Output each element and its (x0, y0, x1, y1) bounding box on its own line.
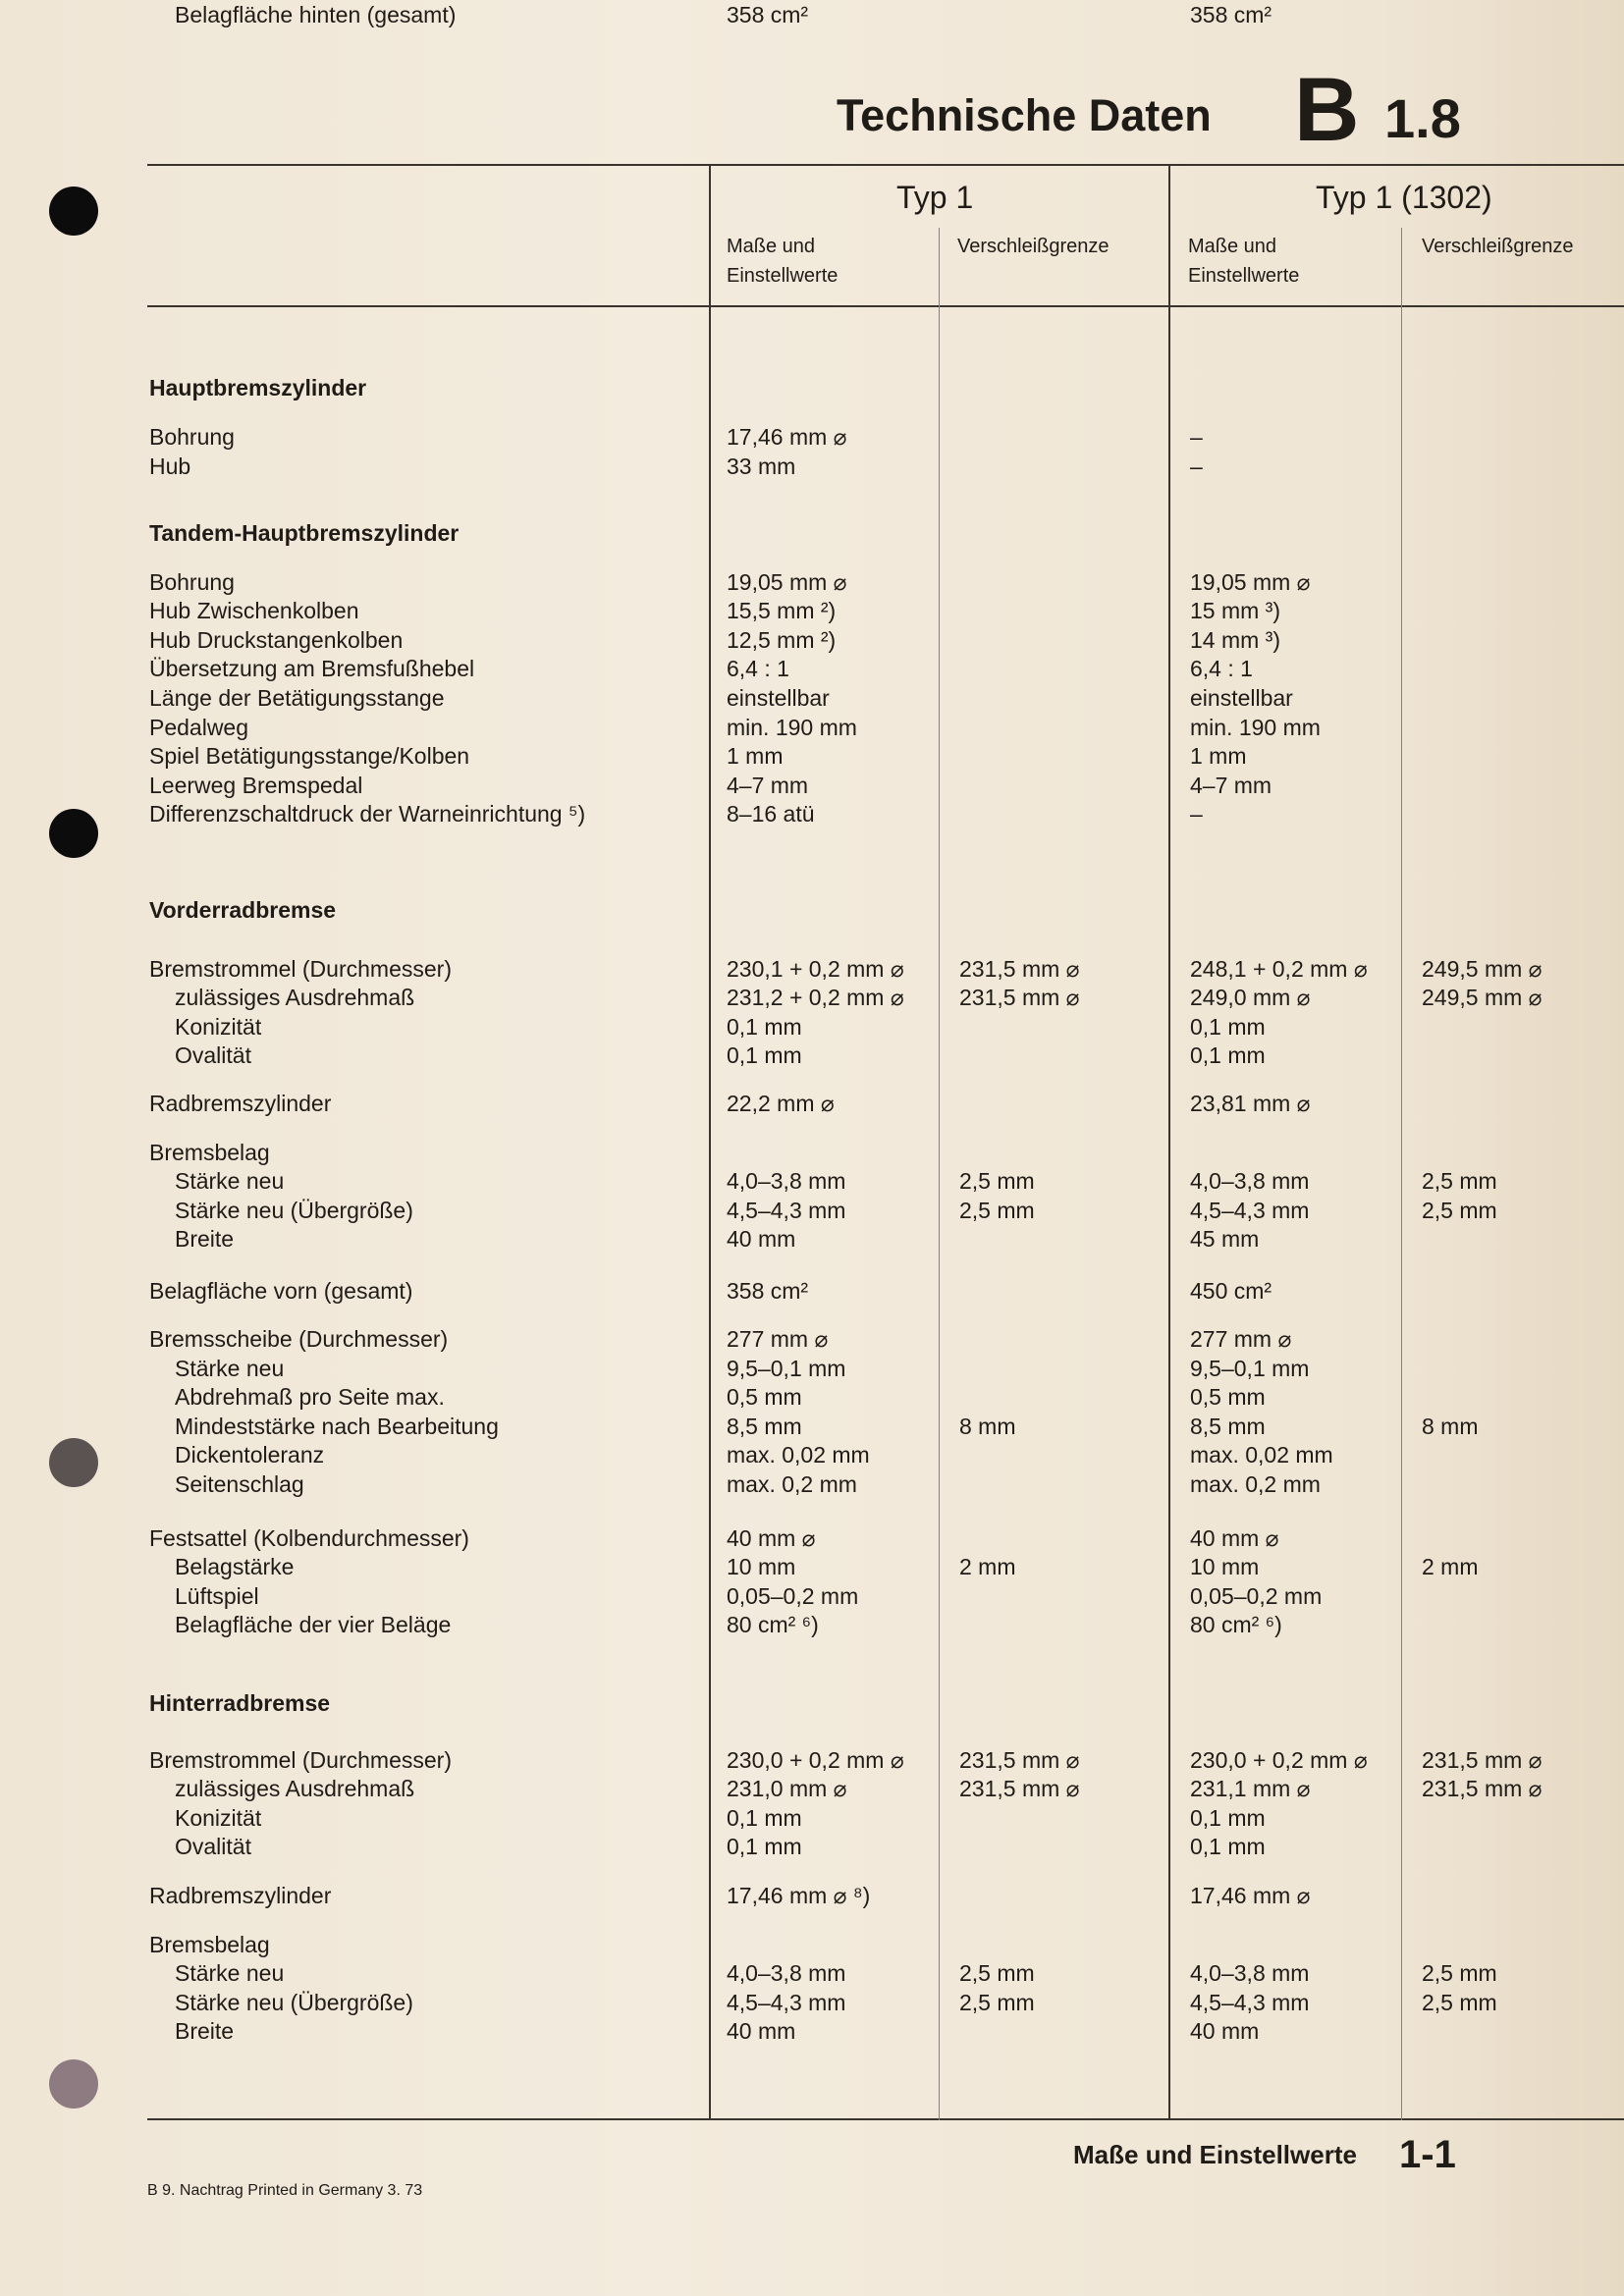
typ1302-masse-value: 1 mm (1190, 743, 1247, 769)
typ1-masse-value: 231,2 + 0,2 mm ⌀ (727, 985, 904, 1010)
page-number: 1-1 (1399, 2133, 1456, 2176)
table-row (0, 1958, 1624, 1988)
row-label: Konizität (175, 1805, 262, 1831)
typ1-masse-value: 230,0 + 0,2 mm ⌀ (727, 1747, 904, 1773)
typ1302-masse-value: 80 cm² ⁶) (1190, 1612, 1282, 1637)
row-label: Pedalweg (149, 715, 249, 740)
row-label: Lüftspiel (175, 1583, 259, 1609)
table-row (0, 954, 1624, 984)
typ1302-masse-value: 249,0 mm ⌀ (1190, 985, 1311, 1010)
table-row (0, 1276, 1624, 1306)
typ1-masse-value: 10 mm (727, 1554, 796, 1579)
typ1-verschleiss-value: 2,5 mm (959, 1198, 1035, 1223)
typ1302-masse-value: 0,1 mm (1190, 1834, 1266, 1859)
row-label: Spiel Betätigungsstange/Kolben (149, 743, 470, 769)
typ1-masse-value: max. 0,02 mm (727, 1442, 870, 1468)
section-hauptbremszylinder: Hauptbremszylinder (149, 375, 367, 400)
typ1-masse-value: 4,5–4,3 mm (727, 1990, 846, 2015)
typ1302-masse-value: 4,0–3,8 mm (1190, 1168, 1310, 1194)
row-label: Bremsbelag (149, 1140, 270, 1165)
typ1302-verschleiss-value: 2,5 mm (1422, 1198, 1497, 1223)
typ1-verschleiss-value: 231,5 mm ⌀ (959, 1747, 1080, 1773)
table-row (0, 0, 1624, 29)
table-row (0, 596, 1624, 625)
header-verschleiss-typ1302: Verschleißgrenze (1422, 236, 1574, 257)
row-label: Bremstrommel (Durchmesser) (149, 956, 452, 982)
typ1302-masse-value: 4–7 mm (1190, 773, 1272, 798)
typ1302-masse-value: 0,5 mm (1190, 1384, 1266, 1410)
row-label: Stärke neu (Übergröße) (175, 1198, 413, 1223)
typ1302-verschleiss-value: 2 mm (1422, 1554, 1479, 1579)
typ1-masse-value: 40 mm (727, 1226, 796, 1252)
typ1302-masse-value: einstellbar (1190, 685, 1293, 711)
typ1302-masse-value: 40 mm ⌀ (1190, 1525, 1279, 1551)
typ1-verschleiss-value: 2,5 mm (959, 1990, 1035, 2015)
row-label: zulässiges Ausdrehmaß (175, 1776, 415, 1801)
typ1-masse-value: 17,46 mm ⌀ (727, 424, 847, 450)
table-row (0, 1988, 1624, 2017)
table-row (0, 452, 1624, 481)
typ1302-verschleiss-value: 2,5 mm (1422, 1990, 1497, 2015)
section-number: 1.8 (1384, 87, 1461, 149)
row-label: Hub Zwischenkolben (149, 598, 359, 623)
typ1302-masse-value: – (1190, 454, 1203, 479)
typ1-masse-value: 0,5 mm (727, 1384, 802, 1410)
typ1302-masse-value: – (1190, 424, 1203, 450)
typ1-masse-value: 4,0–3,8 mm (727, 1960, 846, 1986)
table-row (0, 1354, 1624, 1383)
row-label: Belagfläche hinten (gesamt) (175, 2, 457, 27)
typ1-masse-value: 0,1 mm (727, 1834, 802, 1859)
header-masse-typ1302: Maße und Einstellwerte (1188, 236, 1300, 287)
header-typ1: Typ 1 (896, 180, 974, 215)
typ1-masse-value: 8–16 atü (727, 801, 815, 827)
binder-hole (49, 187, 98, 236)
table-row (0, 1803, 1624, 1833)
typ1-masse-value: 0,1 mm (727, 1805, 802, 1831)
row-label: Leerweg Bremspedal (149, 773, 363, 798)
row-label: Hub (149, 454, 191, 479)
typ1-masse-value: einstellbar (727, 685, 830, 711)
typ1-masse-value: 4,5–4,3 mm (727, 1198, 846, 1223)
header-rule (147, 305, 1624, 307)
typ1302-masse-value: 19,05 mm ⌀ (1190, 569, 1311, 595)
row-label: Breite (175, 1226, 235, 1252)
table-row (0, 1382, 1624, 1412)
row-label: Bohrung (149, 424, 235, 450)
typ1-masse-value: 6,4 : 1 (727, 656, 789, 681)
table-row (0, 654, 1624, 683)
typ1-masse-value: min. 190 mm (727, 715, 857, 740)
table-row (0, 799, 1624, 828)
table-row (0, 1224, 1624, 1254)
row-label: Ovalität (175, 1042, 251, 1068)
typ1302-masse-value: 0,1 mm (1190, 1805, 1266, 1831)
table-row (0, 983, 1624, 1012)
typ1302-masse-value: min. 190 mm (1190, 715, 1321, 740)
section-tandem-hauptbremszylinder: Tandem-Hauptbremszylinder (149, 520, 460, 546)
typ1-masse-value: 0,1 mm (727, 1014, 802, 1040)
typ1302-masse-value: max. 0,2 mm (1190, 1471, 1321, 1497)
table-row (0, 1440, 1624, 1469)
typ1302-masse-value: 231,1 mm ⌀ (1190, 1776, 1311, 1801)
typ1-masse-value: 8,5 mm (727, 1414, 802, 1439)
typ1-masse-value: 40 mm (727, 2018, 796, 2044)
row-label: Belagfläche der vier Beläge (175, 1612, 452, 1637)
typ1-verschleiss-value: 8 mm (959, 1414, 1016, 1439)
typ1-verschleiss-value: 2,5 mm (959, 1960, 1035, 1986)
typ1-verschleiss-value: 2,5 mm (959, 1168, 1035, 1194)
typ1302-masse-value: 358 cm² (1190, 2, 1272, 27)
typ1-masse-value: 231,0 mm ⌀ (727, 1776, 847, 1801)
typ1302-masse-value: 248,1 + 0,2 mm ⌀ (1190, 956, 1368, 982)
row-label: Festsattel (Kolbendurchmesser) (149, 1525, 469, 1551)
typ1302-masse-value: – (1190, 801, 1203, 827)
section-letter: B (1294, 60, 1360, 160)
table-row (0, 741, 1624, 771)
typ1302-verschleiss-value: 249,5 mm ⌀ (1422, 985, 1543, 1010)
row-label: Übersetzung am Bremsfußhebel (149, 656, 475, 681)
table-row (0, 567, 1624, 597)
table-row (0, 1881, 1624, 1910)
typ1302-masse-value: max. 0,02 mm (1190, 1442, 1333, 1468)
typ1302-masse-value: 0,1 mm (1190, 1014, 1266, 1040)
row-label: Breite (175, 2018, 235, 2044)
page-title (805, 59, 1492, 160)
typ1302-verschleiss-value: 2,5 mm (1422, 1960, 1497, 1986)
table-row (0, 1745, 1624, 1775)
row-label: Konizität (175, 1014, 262, 1040)
typ1302-masse-value: 14 mm ³) (1190, 627, 1280, 653)
footer-section-label: Maße und Einstellwerte (1073, 2140, 1357, 2169)
typ1302-masse-value: 450 cm² (1190, 1278, 1272, 1304)
typ1302-masse-value: 15 mm ³) (1190, 598, 1280, 623)
binder-hole (49, 2059, 98, 2109)
typ1-masse-value: 358 cm² (727, 1278, 809, 1304)
typ1-masse-value: 0,1 mm (727, 1042, 802, 1068)
row-label: Ovalität (175, 1834, 251, 1859)
table-row (0, 1041, 1624, 1070)
typ1302-masse-value: 6,4 : 1 (1190, 656, 1253, 681)
row-label: Hub Druckstangenkolben (149, 627, 404, 653)
typ1-masse-value: 33 mm (727, 454, 796, 479)
typ1302-masse-value: 9,5–0,1 mm (1190, 1356, 1310, 1381)
typ1-masse-value: 0,05–0,2 mm (727, 1583, 859, 1609)
title-text: Technische Daten (837, 90, 1212, 140)
typ1-masse-value: 4–7 mm (727, 773, 809, 798)
row-label: Bremstrommel (Durchmesser) (149, 1747, 452, 1773)
row-label: Abdrehmaß pro Seite max. (175, 1384, 445, 1410)
row-label: Bohrung (149, 569, 235, 595)
row-label: Bremsscheibe (Durchmesser) (149, 1326, 449, 1352)
typ1-masse-value: 22,2 mm ⌀ (727, 1091, 835, 1116)
table-row (0, 1930, 1624, 1959)
typ1-masse-value: max. 0,2 mm (727, 1471, 857, 1497)
typ1-masse-value: 1 mm (727, 743, 784, 769)
row-label: Belagfläche vorn (gesamt) (149, 1278, 413, 1304)
table-row (0, 1166, 1624, 1196)
typ1302-verschleiss-value: 249,5 mm ⌀ (1422, 956, 1543, 982)
row-label: Stärke neu (175, 1168, 285, 1194)
table-row (0, 1832, 1624, 1861)
table-row (0, 1523, 1624, 1553)
typ1302-masse-value: 4,5–4,3 mm (1190, 1198, 1310, 1223)
typ1-masse-value: 230,1 + 0,2 mm ⌀ (727, 956, 904, 982)
typ1-verschleiss-value: 231,5 mm ⌀ (959, 985, 1080, 1010)
table-row (0, 771, 1624, 800)
table-row (0, 1324, 1624, 1354)
row-label: Stärke neu (175, 1960, 285, 1986)
row-label: Radbremszylinder (149, 1091, 332, 1116)
typ1302-verschleiss-value: 8 mm (1422, 1414, 1479, 1439)
typ1302-masse-value: 0,1 mm (1190, 1042, 1266, 1068)
row-label: zulässiges Ausdrehmaß (175, 985, 415, 1010)
header-typ1-1302: Typ 1 (1302) (1316, 180, 1492, 215)
table-row (0, 422, 1624, 452)
table-bottom-rule (147, 2118, 1624, 2120)
typ1-masse-value: 12,5 mm ²) (727, 627, 837, 653)
typ1302-masse-value: 45 mm (1190, 1226, 1260, 1252)
table-row (0, 1412, 1624, 1441)
table-row (0, 683, 1624, 713)
typ1-masse-value: 4,0–3,8 mm (727, 1168, 846, 1194)
row-label: Differenzschaltdruck der Warneinrichtung ⁵) (149, 801, 586, 827)
typ1302-masse-value: 277 mm ⌀ (1190, 1326, 1292, 1352)
table-row (0, 1138, 1624, 1167)
table-top-rule (147, 164, 1624, 166)
typ1-masse-value: 277 mm ⌀ (727, 1326, 829, 1352)
typ1302-verschleiss-value: 2,5 mm (1422, 1168, 1497, 1194)
row-label: Belagstärke (175, 1554, 295, 1579)
typ1-masse-value: 40 mm ⌀ (727, 1525, 816, 1551)
footer-note: B 9. Nachtrag Printed in Germany 3. 73 (147, 2182, 423, 2199)
header-verschleiss-typ1: Verschleißgrenze (957, 236, 1110, 257)
table-row (0, 1012, 1624, 1041)
table-row (0, 1581, 1624, 1611)
row-label: Radbremszylinder (149, 1883, 332, 1908)
row-label: Stärke neu (175, 1356, 285, 1381)
table-row (0, 1774, 1624, 1803)
typ1302-masse-value: 4,0–3,8 mm (1190, 1960, 1310, 1986)
typ1302-masse-value: 17,46 mm ⌀ (1190, 1883, 1311, 1908)
row-label: Dickentoleranz (175, 1442, 325, 1468)
row-label: Seitenschlag (175, 1471, 304, 1497)
section-hinterradbremse: Hinterradbremse (149, 1690, 331, 1716)
table-row (0, 713, 1624, 742)
typ1-masse-value: 15,5 mm ²) (727, 598, 837, 623)
typ1-masse-value: 19,05 mm ⌀ (727, 569, 847, 595)
typ1-verschleiss-value: 231,5 mm ⌀ (959, 1776, 1080, 1801)
typ1-masse-value: 80 cm² ⁶) (727, 1612, 819, 1637)
header-masse-typ1: Maße und Einstellwerte (727, 236, 839, 287)
typ1-masse-value: 358 cm² (727, 2, 809, 27)
typ1302-masse-value: 4,5–4,3 mm (1190, 1990, 1310, 2015)
table-row (0, 1469, 1624, 1499)
typ1-masse-value: 9,5–0,1 mm (727, 1356, 846, 1381)
typ1302-masse-value: 40 mm (1190, 2018, 1260, 2044)
table-row (0, 625, 1624, 655)
row-label: Länge der Betätigungsstange (149, 685, 445, 711)
table-row (0, 1610, 1624, 1639)
typ1-masse-value: 17,46 mm ⌀ ⁸) (727, 1883, 871, 1908)
typ1302-masse-value: 230,0 + 0,2 mm ⌀ (1190, 1747, 1368, 1773)
row-label: Bremsbelag (149, 1932, 270, 1957)
typ1302-masse-value: 10 mm (1190, 1554, 1260, 1579)
typ1-verschleiss-value: 231,5 mm ⌀ (959, 956, 1080, 982)
typ1302-masse-value: 8,5 mm (1190, 1414, 1266, 1439)
row-label: Stärke neu (Übergröße) (175, 1990, 413, 2015)
table-row (0, 2016, 1624, 2046)
table-row (0, 1196, 1624, 1225)
table-row (0, 1089, 1624, 1118)
typ1302-masse-value: 23,81 mm ⌀ (1190, 1091, 1311, 1116)
typ1302-verschleiss-value: 231,5 mm ⌀ (1422, 1747, 1543, 1773)
typ1-verschleiss-value: 2 mm (959, 1554, 1016, 1579)
row-label: Mindeststärke nach Bearbeitung (175, 1414, 499, 1439)
typ1302-masse-value: 0,05–0,2 mm (1190, 1583, 1323, 1609)
section-vorderradbremse: Vorderradbremse (149, 897, 337, 923)
table-row (0, 1552, 1624, 1581)
typ1302-verschleiss-value: 231,5 mm ⌀ (1422, 1776, 1543, 1801)
